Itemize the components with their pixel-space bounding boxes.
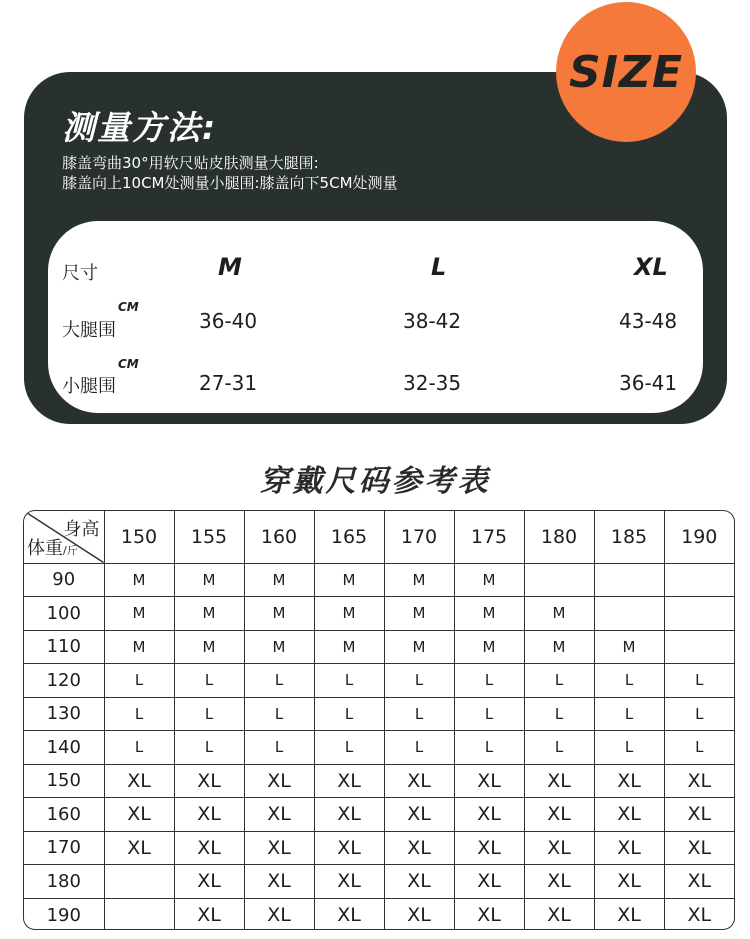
height-header-cell: 175 — [454, 511, 524, 563]
thigh-value-l: 38-42 — [403, 309, 462, 333]
size-cell: L — [524, 664, 594, 698]
size-cell: XL — [594, 865, 664, 899]
size-cell: M — [594, 630, 664, 664]
size-cell: L — [104, 731, 174, 765]
size-cell: L — [524, 731, 594, 765]
size-cell — [594, 597, 664, 631]
size-cell: XL — [384, 831, 454, 865]
table-header-row — [24, 511, 734, 563]
size-cell: XL — [594, 831, 664, 865]
size-cell: XL — [384, 898, 454, 930]
size-cell: XL — [104, 831, 174, 865]
size-cell: L — [454, 697, 524, 731]
size-cell: XL — [314, 764, 384, 798]
table-row — [24, 831, 734, 865]
size-cell: XL — [174, 865, 244, 899]
size-cell: XL — [174, 831, 244, 865]
size-cell: M — [454, 563, 524, 597]
calf-label: 小腿围 — [62, 376, 116, 397]
weight-cell: 120 — [24, 664, 104, 698]
size-badge-text: SIZE — [568, 46, 684, 98]
size-cell: XL — [104, 798, 174, 832]
size-cell: M — [524, 597, 594, 631]
method-instruction-2: 膝盖向上10CM处测量小腿围:膝盖向下5CM处测量 — [62, 174, 398, 192]
size-cell: XL — [384, 798, 454, 832]
method-title: 测量方法: — [62, 108, 218, 147]
table-row — [24, 764, 734, 798]
size-cell: L — [314, 731, 384, 765]
size-cell: XL — [664, 798, 734, 832]
size-cell — [104, 865, 174, 899]
size-cell: L — [314, 697, 384, 731]
reference-table — [24, 511, 734, 930]
size-cell: XL — [244, 798, 314, 832]
size-cell: M — [104, 597, 174, 631]
size-cell — [524, 563, 594, 597]
weight-cell: 160 — [24, 798, 104, 832]
height-header-cell: 160 — [244, 511, 314, 563]
size-cell: XL — [244, 764, 314, 798]
size-cell: L — [454, 731, 524, 765]
size-cell: XL — [174, 798, 244, 832]
weight-cell: 190 — [24, 898, 104, 930]
reference-title: 穿戴尺码参考表 — [259, 464, 491, 499]
thigh-unit: CM — [118, 300, 139, 314]
size-cell: M — [314, 563, 384, 597]
size-cell: L — [594, 731, 664, 765]
size-cell: M — [454, 630, 524, 664]
table-row — [24, 597, 734, 631]
corner-weight-label — [27, 534, 78, 560]
weight-cell: 110 — [24, 630, 104, 664]
size-cell: L — [454, 664, 524, 698]
size-cell: XL — [454, 831, 524, 865]
size-cell: L — [664, 664, 734, 698]
thigh-value-m: 36-40 — [199, 309, 258, 333]
size-cell: M — [174, 630, 244, 664]
size-cell: XL — [384, 764, 454, 798]
size-cell: M — [384, 630, 454, 664]
size-cell: L — [384, 664, 454, 698]
size-cell: XL — [664, 764, 734, 798]
size-cell: M — [314, 630, 384, 664]
corner-height-label: 身高 — [63, 519, 100, 540]
size-cell: XL — [104, 764, 174, 798]
size-cell: M — [244, 563, 314, 597]
size-cell: XL — [664, 831, 734, 865]
weight-cell: 130 — [24, 697, 104, 731]
size-cell: XL — [244, 831, 314, 865]
table-row — [24, 898, 734, 930]
calf-value-l: 32-35 — [403, 371, 462, 395]
size-cell: XL — [314, 798, 384, 832]
size-cell: L — [664, 697, 734, 731]
size-cell: XL — [314, 865, 384, 899]
size-cell: XL — [454, 764, 524, 798]
size-cell: L — [664, 731, 734, 765]
method-instruction-1: 膝盖弯曲30°用软尺贴皮肤测量大腿围: — [62, 154, 319, 172]
size-cell: XL — [664, 865, 734, 899]
size-cell — [664, 630, 734, 664]
size-cell: XL — [174, 764, 244, 798]
size-cell: L — [524, 697, 594, 731]
size-cell: XL — [384, 865, 454, 899]
size-cell: M — [244, 630, 314, 664]
size-cell: L — [244, 664, 314, 698]
size-cell: L — [104, 664, 174, 698]
table-row — [24, 563, 734, 597]
size-cell — [104, 898, 174, 930]
size-header-l: L — [431, 253, 447, 281]
height-header-cell: 150 — [104, 511, 174, 563]
size-cell — [664, 597, 734, 631]
size-cell: XL — [244, 865, 314, 899]
size-cell: XL — [664, 898, 734, 930]
size-cell: M — [384, 597, 454, 631]
height-header-cell: 180 — [524, 511, 594, 563]
size-cell: M — [244, 597, 314, 631]
size-cell: XL — [524, 898, 594, 930]
size-cell: L — [174, 664, 244, 698]
size-cell: XL — [524, 831, 594, 865]
size-cell: XL — [524, 865, 594, 899]
size-cell: XL — [454, 898, 524, 930]
size-cell: L — [384, 731, 454, 765]
size-header-xl: XL — [634, 253, 668, 281]
thigh-value-xl: 43-48 — [619, 309, 678, 333]
thigh-label: 大腿围 — [62, 320, 116, 341]
size-cell — [594, 563, 664, 597]
height-header-cell: 165 — [314, 511, 384, 563]
weight-cell: 140 — [24, 731, 104, 765]
size-cell: XL — [244, 898, 314, 930]
size-cell: M — [174, 597, 244, 631]
table-row — [24, 865, 734, 899]
size-cell: L — [314, 664, 384, 698]
size-cell — [664, 563, 734, 597]
size-cell: L — [104, 697, 174, 731]
size-cell: XL — [314, 898, 384, 930]
size-cell: L — [384, 697, 454, 731]
size-cell: M — [104, 630, 174, 664]
table-row — [24, 731, 734, 765]
size-cell: L — [174, 697, 244, 731]
weight-cell: 180 — [24, 865, 104, 899]
reference-table-frame — [23, 510, 735, 930]
calf-value-m: 27-31 — [199, 371, 258, 395]
table-row — [24, 798, 734, 832]
size-cell: L — [594, 664, 664, 698]
weight-cell: 100 — [24, 597, 104, 631]
size-row-label: 尺寸 — [62, 263, 98, 284]
size-cell: XL — [594, 764, 664, 798]
size-cell: M — [314, 597, 384, 631]
size-cell: L — [244, 731, 314, 765]
size-cell: L — [594, 697, 664, 731]
size-cell: M — [384, 563, 454, 597]
height-header-cell: 190 — [664, 511, 734, 563]
size-badge — [556, 2, 696, 142]
weight-cell: 150 — [24, 764, 104, 798]
table-row — [24, 664, 734, 698]
size-cell: XL — [314, 831, 384, 865]
size-cell: L — [244, 697, 314, 731]
corner-weight-unit: /斤 — [63, 543, 78, 557]
height-header-cell: 155 — [174, 511, 244, 563]
size-cell: XL — [454, 798, 524, 832]
size-cell: L — [174, 731, 244, 765]
size-cell: M — [104, 563, 174, 597]
size-cell: XL — [594, 898, 664, 930]
weight-cell: 90 — [24, 563, 104, 597]
size-cell: M — [174, 563, 244, 597]
size-cell: XL — [524, 798, 594, 832]
calf-unit: CM — [118, 357, 139, 371]
table-row — [24, 630, 734, 664]
size-cell: M — [454, 597, 524, 631]
measurement-card — [48, 221, 703, 413]
weight-cell: 170 — [24, 831, 104, 865]
height-header-cell: 185 — [594, 511, 664, 563]
table-row — [24, 697, 734, 731]
size-cell: XL — [454, 865, 524, 899]
calf-value-xl: 36-41 — [619, 371, 678, 395]
size-header-m: M — [218, 253, 242, 281]
size-cell: XL — [524, 764, 594, 798]
table-corner-cell — [24, 511, 104, 563]
height-header-cell: 170 — [384, 511, 454, 563]
size-cell: XL — [174, 898, 244, 930]
size-cell: M — [524, 630, 594, 664]
size-cell: XL — [594, 798, 664, 832]
corner-weight-text: 体重 — [27, 537, 63, 559]
